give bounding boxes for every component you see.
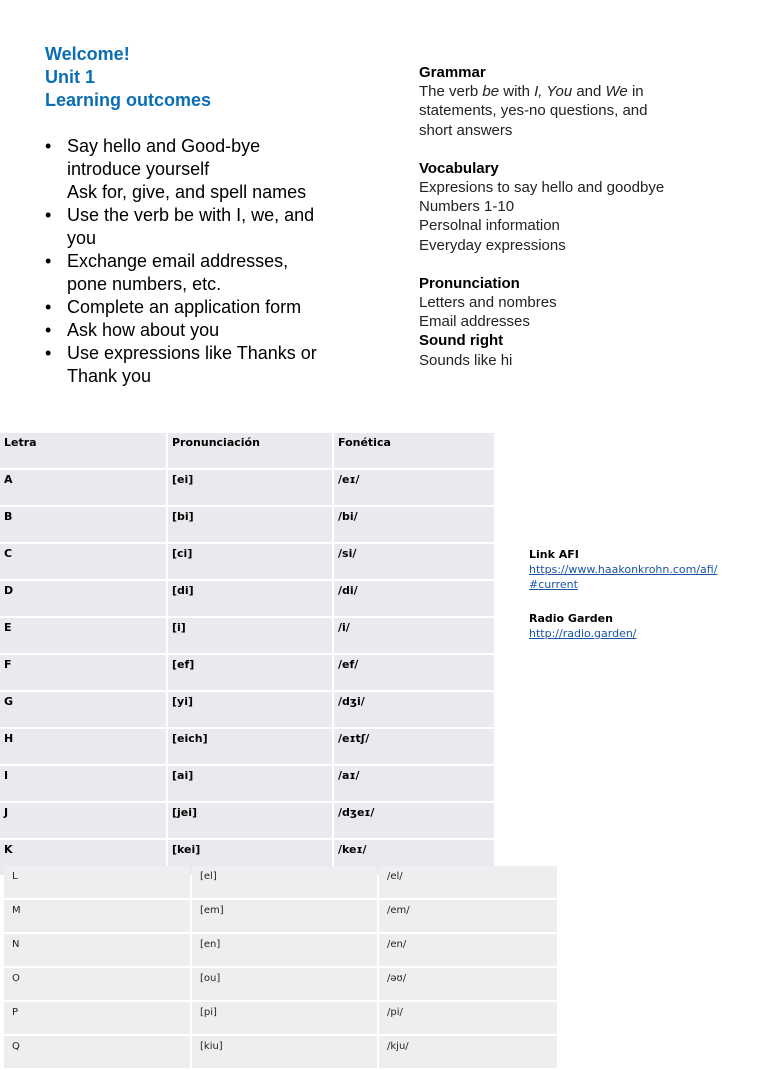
phonetic-cell: /i/ bbox=[334, 618, 494, 653]
outcomes-list bbox=[45, 135, 355, 388]
letter-cell: M bbox=[4, 900, 190, 932]
phonetic-cell: /el/ bbox=[379, 866, 557, 898]
table-row bbox=[0, 470, 494, 505]
outcome-line: Complete an application form bbox=[67, 297, 302, 317]
outcome-line: pone numbers, etc. bbox=[67, 274, 222, 294]
pronunciation-cell: [ef] bbox=[168, 655, 332, 690]
pronunciation-cell: [kei] bbox=[168, 840, 332, 875]
pronunciation-cell: [eich] bbox=[168, 729, 332, 764]
outcome-item bbox=[45, 204, 355, 250]
phonetic-cell: /si/ bbox=[334, 544, 494, 579]
grammar-text: and bbox=[572, 83, 606, 101]
afi-link-label: Link AFI bbox=[529, 548, 579, 561]
outcome-item bbox=[45, 319, 355, 342]
table-row bbox=[0, 803, 494, 838]
sound-right-heading: Sound right bbox=[419, 332, 504, 350]
phonetic-cell: /ef/ bbox=[334, 655, 494, 690]
phonetic-cell: /aɪ/ bbox=[334, 766, 494, 801]
letter-cell: N bbox=[4, 934, 190, 966]
vocabulary-item: Everyday expressions bbox=[419, 236, 566, 254]
outcomes-heading: Learning outcomes bbox=[45, 90, 212, 110]
pronunciation-item: Letters and nombres bbox=[419, 294, 557, 312]
grammar-line bbox=[419, 82, 719, 101]
outcome-line: Say hello and Good-bye bbox=[67, 136, 261, 156]
table-row bbox=[0, 655, 494, 690]
phonetic-cell: /keɪ/ bbox=[334, 840, 494, 875]
phonetic-cell: /eɪ/ bbox=[334, 470, 494, 505]
pronunciation-cell: [jei] bbox=[168, 803, 332, 838]
table-row bbox=[0, 581, 494, 616]
vocabulary-item: Expresions to say hello and goodbye bbox=[419, 179, 665, 197]
unit-summary bbox=[419, 63, 719, 370]
phonetic-cell: /kju/ bbox=[379, 1036, 557, 1068]
pronunciation-cell: [ou] bbox=[192, 968, 377, 1000]
table-row bbox=[4, 934, 557, 966]
table-row bbox=[0, 507, 494, 542]
table-header-cell: Pronunciación bbox=[168, 433, 332, 468]
afi-link-text[interactable]: https://www.haakonkrohn.com/afi/ bbox=[529, 563, 718, 576]
bullet-icon: • bbox=[45, 297, 52, 317]
grammar-text: in bbox=[627, 83, 644, 101]
pronunciation-cell: [pi] bbox=[192, 1002, 377, 1034]
unit-heading: Unit 1 bbox=[45, 67, 96, 87]
outcome-line: Exchange email addresses, bbox=[67, 251, 289, 271]
outcome-line: you bbox=[67, 228, 97, 248]
outcome-item bbox=[45, 250, 355, 296]
outcome-line: introduce yourself bbox=[67, 159, 210, 179]
phonetic-cell: /bi/ bbox=[334, 507, 494, 542]
phonetic-cell: /eɪtʃ/ bbox=[334, 729, 494, 764]
outcome-line: Ask for, give, and spell names bbox=[67, 182, 307, 202]
grammar-text: The verb bbox=[419, 83, 483, 101]
letter-cell: J bbox=[0, 803, 166, 838]
table-row bbox=[0, 692, 494, 727]
phonetic-cell: /di/ bbox=[334, 581, 494, 616]
outcome-line: Use the verb be with I, we, and bbox=[67, 205, 315, 225]
table-header-cell: Letra bbox=[0, 433, 166, 468]
outcome-item bbox=[45, 342, 355, 388]
letter-cell: I bbox=[0, 766, 166, 801]
pronunciation-cell: [i] bbox=[168, 618, 332, 653]
bullet-icon: • bbox=[45, 136, 52, 156]
letter-cell: O bbox=[4, 968, 190, 1000]
grammar-line: statements, yes-no questions, and bbox=[419, 102, 648, 120]
letter-cell: H bbox=[0, 729, 166, 764]
vocabulary-item: Persolnal information bbox=[419, 217, 560, 235]
pronunciation-heading: Pronunciation bbox=[419, 274, 520, 292]
letter-cell: C bbox=[0, 544, 166, 579]
bullet-icon: • bbox=[45, 251, 52, 271]
grammar-text: with bbox=[499, 83, 535, 101]
phonetic-cell: /dʒi/ bbox=[334, 692, 494, 727]
phonetic-cell: /pi/ bbox=[379, 1002, 557, 1034]
table-row bbox=[4, 866, 557, 898]
outcome-item bbox=[45, 296, 355, 319]
table-row bbox=[4, 900, 557, 932]
learning-outcomes-header bbox=[45, 43, 211, 112]
letter-cell: F bbox=[0, 655, 166, 690]
afi-link[interactable] bbox=[529, 562, 759, 592]
pronunciation-cell: [bi] bbox=[168, 507, 332, 542]
table-row bbox=[4, 1002, 557, 1034]
phonetic-cell: /dʒeɪ/ bbox=[334, 803, 494, 838]
outcome-line: Ask how about you bbox=[67, 320, 220, 340]
bullet-icon: • bbox=[45, 343, 52, 363]
letter-cell: K bbox=[0, 840, 166, 875]
sound-right-item: Sounds like hi bbox=[419, 351, 513, 369]
pronunciation-item: Email addresses bbox=[419, 313, 530, 331]
pronunciation-cell: [ai] bbox=[168, 766, 332, 801]
pronunciation-cell: [el] bbox=[192, 866, 377, 898]
phonetic-cell: /en/ bbox=[379, 934, 557, 966]
grammar-line: short answers bbox=[419, 121, 513, 139]
letter-cell: E bbox=[0, 618, 166, 653]
letter-cell: A bbox=[0, 470, 166, 505]
pronunciation-cell: [kiu] bbox=[192, 1036, 377, 1068]
pronunciation-cell: [en] bbox=[192, 934, 377, 966]
afi-link-text[interactable]: #current bbox=[529, 578, 578, 591]
resource-links bbox=[529, 547, 759, 641]
bullet-icon: • bbox=[45, 320, 52, 340]
outcome-line: Use expressions like Thanks or bbox=[67, 343, 317, 363]
pronunciation-cell: [di] bbox=[168, 581, 332, 616]
alphabet-table-continued bbox=[2, 864, 559, 1070]
letter-cell: D bbox=[0, 581, 166, 616]
letter-cell: G bbox=[0, 692, 166, 727]
bullet-icon: • bbox=[45, 205, 52, 225]
grammar-italic: We bbox=[605, 83, 628, 101]
radio-garden-label: Radio Garden bbox=[529, 612, 613, 625]
letter-cell: L bbox=[4, 866, 190, 898]
pronunciation-cell: [em] bbox=[192, 900, 377, 932]
radio-garden-link[interactable]: http://radio.garden/ bbox=[529, 627, 637, 640]
table-row bbox=[4, 968, 557, 1000]
table-header-cell: Fonética bbox=[334, 433, 494, 468]
welcome-heading: Welcome! bbox=[45, 44, 130, 64]
grammar-italic: I, You bbox=[534, 83, 573, 101]
table-row bbox=[4, 1036, 557, 1068]
outcome-line: Thank you bbox=[67, 366, 152, 386]
table-row bbox=[0, 766, 494, 801]
pronunciation-cell: [ci] bbox=[168, 544, 332, 579]
pronunciation-cell: [yi] bbox=[168, 692, 332, 727]
table-row bbox=[0, 729, 494, 764]
table-header-row bbox=[0, 433, 494, 468]
grammar-heading: Grammar bbox=[419, 64, 486, 81]
phonetic-cell: /em/ bbox=[379, 900, 557, 932]
pronunciation-cell: [ei] bbox=[168, 470, 332, 505]
alphabet-table bbox=[0, 431, 496, 877]
letter-cell: Q bbox=[4, 1036, 190, 1068]
phonetic-cell: /əʊ/ bbox=[379, 968, 557, 1000]
table-row bbox=[0, 544, 494, 579]
table-row bbox=[0, 618, 494, 653]
outcome-item bbox=[45, 135, 355, 204]
vocabulary-heading: Vocabulary bbox=[419, 159, 499, 177]
letter-cell: P bbox=[4, 1002, 190, 1034]
letter-cell: B bbox=[0, 507, 166, 542]
grammar-italic: be bbox=[482, 83, 500, 101]
vocabulary-item: Numbers 1-10 bbox=[419, 198, 515, 216]
